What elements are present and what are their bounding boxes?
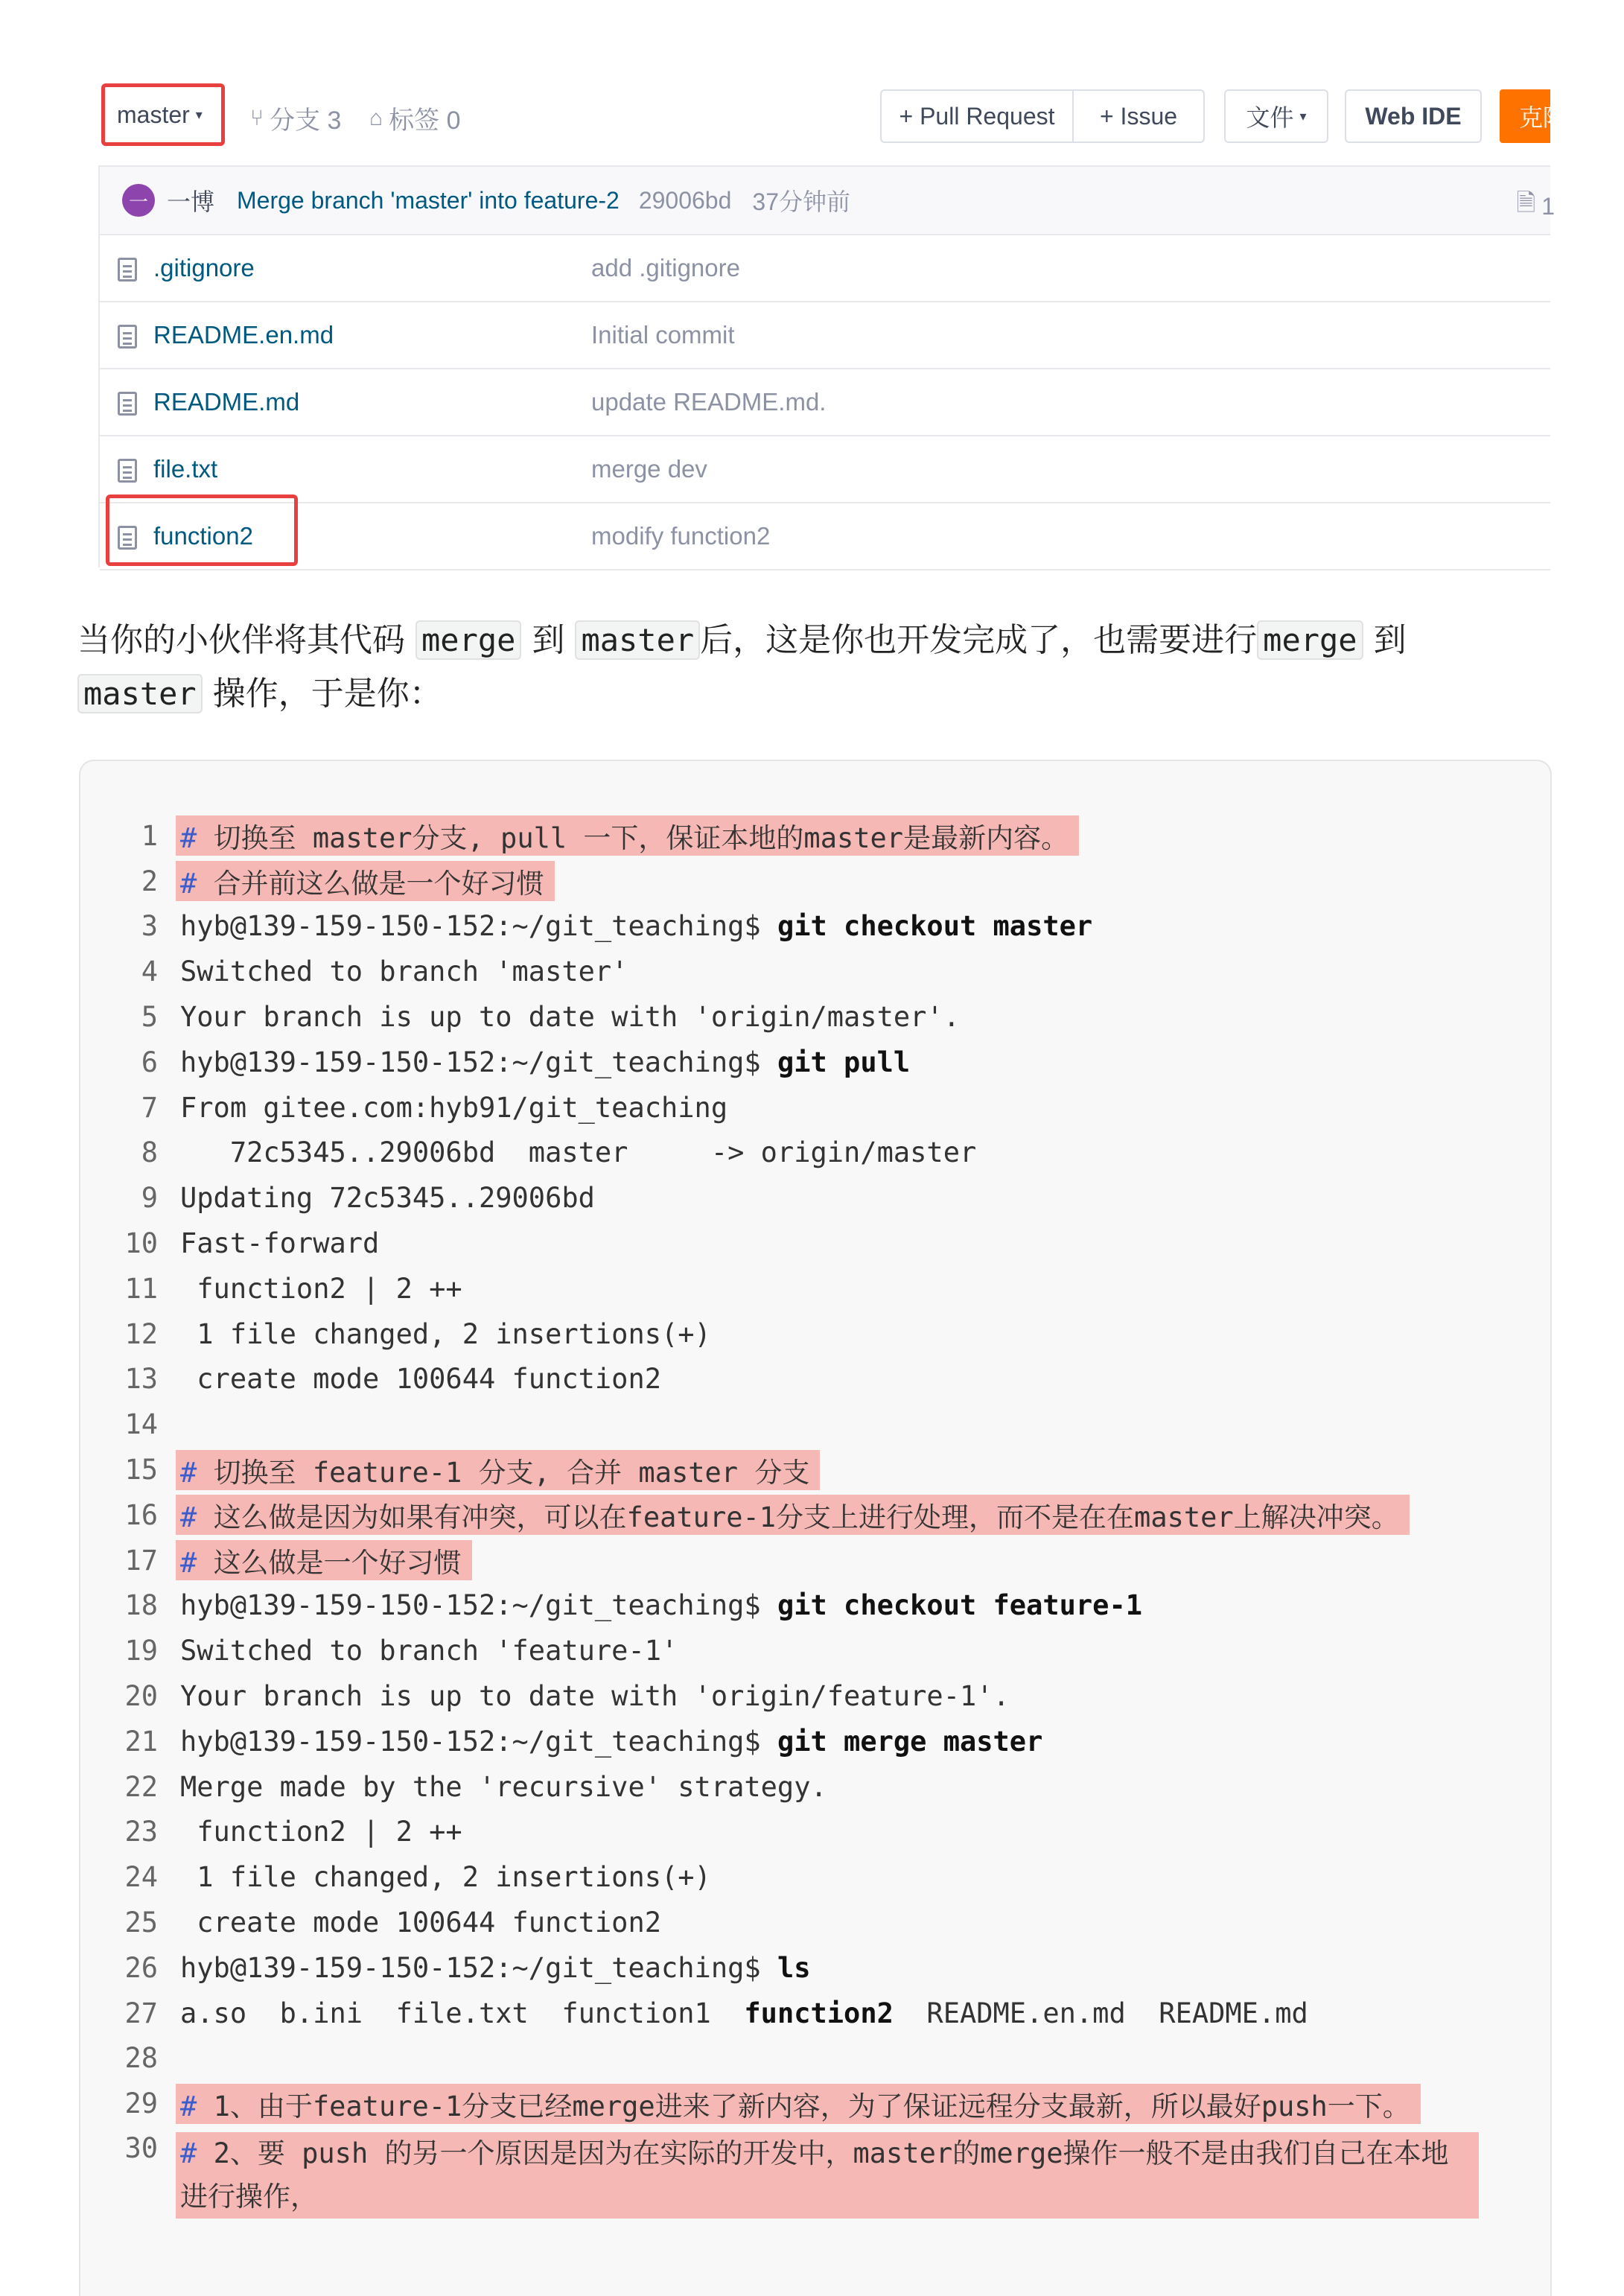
code-line [80, 994, 1550, 1040]
inline-code: master [575, 620, 700, 660]
code-comment: # 2、要 push 的另一个原因是因为在实际的开发中，master的merge操作一般不是由我们自己在本地进行操作， [176, 2132, 1479, 2219]
code-line [80, 1402, 1550, 1447]
line-number: 21 [124, 1725, 158, 1758]
explanation-paragraph [77, 614, 1552, 721]
code-comment: # 切换至 master分支, pull 一下，保证本地的master是最新内容。 [176, 815, 1079, 856]
file-table [98, 165, 1555, 567]
paragraph-text: 当你的小伙伴将其代码 [77, 621, 405, 659]
code-line [80, 1538, 1550, 1583]
code-text: a.so b.ini file.txt function1 function2 README.en.md README.md [180, 1997, 1308, 2029]
code-comment: # 这么做是一个好习惯 [176, 1540, 472, 1580]
file-row[interactable] [100, 436, 1550, 503]
commit-count-link[interactable] [1516, 186, 1555, 226]
file-row[interactable] [100, 369, 1550, 436]
avatar[interactable]: 一 [122, 184, 155, 217]
paragraph-text: 到 [532, 621, 565, 659]
code-text: hyb@139-159-150-152:~/git_teaching$ ls [180, 1951, 811, 1984]
issue-button[interactable]: + Issue [1072, 91, 1203, 141]
code-text: hyb@139-159-150-152:~/git_teaching$ git checkout master [180, 910, 1093, 943]
caret-down-icon: ▾ [195, 106, 203, 122]
tags-link[interactable] [369, 100, 460, 136]
line-number: 26 [124, 1951, 158, 1984]
file-name[interactable]: function2 [153, 522, 253, 550]
file-commit-message[interactable]: update README.md. [591, 388, 827, 416]
pull-request-button[interactable]: + Pull Request [899, 102, 1055, 130]
code-text: From gitee.com:hyb91/git_teaching [180, 1091, 728, 1124]
branches-link[interactable] [250, 100, 341, 136]
commit-time: 37分钟前 [752, 188, 850, 215]
latest-commit-bar [100, 167, 1555, 235]
line-number: 3 [141, 910, 158, 943]
branches-count: 分支 3 [270, 106, 342, 135]
code-line [80, 2081, 1550, 2126]
branch-select[interactable] [101, 83, 225, 146]
paragraph-text: 操作，于是你： [212, 675, 442, 713]
code-text: hyb@139-159-150-152:~/git_teaching$ git checkout feature-1 [180, 1589, 1143, 1622]
code-line [80, 813, 1550, 859]
files-menu-button[interactable] [1224, 89, 1328, 143]
line-number: 1 [141, 819, 158, 852]
line-number: 20 [124, 1680, 158, 1713]
line-number: 29 [124, 2087, 158, 2120]
code-text: Updating 72c5345..29006bd [180, 1182, 595, 1215]
code-text: Your branch is up to date with 'origin/master'. [180, 1001, 960, 1034]
code-line [80, 1221, 1550, 1266]
code-text: hyb@139-159-150-152:~/git_teaching$ git merge master [180, 1725, 1043, 1758]
paragraph-text: 后，这是你也开发完成了，也需要进行 [700, 621, 1258, 659]
line-number: 15 [124, 1454, 158, 1486]
line-number: 7 [141, 1091, 158, 1124]
file-icon [118, 258, 137, 282]
line-number: 19 [124, 1635, 158, 1667]
commit-message[interactable]: Merge branch 'master' into feature-2 [237, 186, 620, 214]
code-text: function2 | 2 ++ [180, 1816, 462, 1848]
tag-icon: ⌂ [369, 105, 383, 130]
inline-code: master [77, 674, 203, 713]
code-line [80, 949, 1550, 994]
code-line [80, 1085, 1550, 1130]
code-text: hyb@139-159-150-152:~/git_teaching$ git pull [180, 1046, 911, 1078]
line-number: 11 [124, 1272, 158, 1305]
code-line [80, 1673, 1550, 1719]
code-text: Fast-forward [180, 1227, 380, 1260]
pr-issue-group [880, 89, 1205, 143]
code-line [80, 904, 1550, 950]
code-line [80, 1492, 1550, 1538]
code-comment: # 切换至 feature-1 分支, 合并 master 分支 [176, 1450, 820, 1490]
code-comment: # 这么做是因为如果有冲突，可以在feature-1分支上进行处理，而不是在在master上解决冲突。 [176, 1495, 1410, 1535]
file-commit-message[interactable]: merge dev [591, 455, 707, 483]
line-number: 5 [141, 1001, 158, 1034]
code-line [80, 2126, 1550, 2216]
code-comment: # 1、由于feature-1分支已经merge进来了新内容，为了保证远程分支最新，所以最好push一下。 [176, 2084, 1421, 2124]
code-block [79, 760, 1552, 2296]
code-text: function2 | 2 ++ [180, 1272, 462, 1305]
line-number: 12 [124, 1317, 158, 1350]
file-commit-message[interactable]: add .gitignore [591, 254, 740, 282]
code-line [80, 1357, 1550, 1402]
file-icon [118, 392, 137, 416]
code-line [80, 2036, 1550, 2082]
code-line [80, 1583, 1550, 1629]
code-text: 1 file changed, 2 insertions(+) [180, 1317, 711, 1350]
code-line [80, 1628, 1550, 1673]
line-number: 27 [124, 1997, 158, 2029]
file-row[interactable] [100, 235, 1550, 302]
code-line [80, 1764, 1550, 1810]
code-line [80, 1719, 1550, 1764]
code-text: create mode 100644 function2 [180, 1363, 662, 1396]
code-line [80, 1040, 1550, 1085]
branch-icon: ⑂ [250, 105, 264, 130]
files-menu-label: 文件 [1246, 104, 1294, 131]
code-line [80, 1175, 1550, 1221]
line-number: 25 [124, 1907, 158, 1939]
file-icon [118, 325, 137, 349]
code-line [80, 1900, 1550, 1945]
code-comment: # 合并前这么做是一个好习惯 [176, 861, 555, 901]
code-line [80, 1311, 1550, 1357]
file-name[interactable]: README.md [153, 388, 300, 416]
caret-down-icon: ▾ [1299, 108, 1307, 124]
line-number: 28 [124, 2042, 158, 2075]
line-number: 8 [141, 1136, 158, 1169]
tags-count: 标签 0 [389, 106, 461, 135]
code-line [80, 1447, 1550, 1492]
code-line [80, 1130, 1550, 1176]
code-lines [80, 813, 1550, 2216]
line-number: 9 [141, 1182, 158, 1215]
line-number: 2 [141, 865, 158, 897]
line-number: 22 [124, 1770, 158, 1803]
line-number: 14 [124, 1408, 158, 1441]
commit-author[interactable]: 一博 [167, 188, 215, 215]
line-number: 16 [124, 1498, 158, 1531]
code-text: Switched to branch 'master' [180, 955, 628, 988]
code-text: create mode 100644 function2 [180, 1907, 662, 1939]
file-row[interactable] [100, 302, 1550, 369]
inline-code: merge [415, 620, 521, 660]
code-text: 1 file changed, 2 insertions(+) [180, 1861, 711, 1894]
line-number: 17 [124, 1544, 158, 1577]
function2-highlight-box [106, 495, 298, 566]
line-number: 4 [141, 955, 158, 988]
file-name[interactable]: README.en.md [153, 321, 334, 349]
file-icon [118, 459, 137, 483]
line-number: 6 [141, 1046, 158, 1078]
code-line [80, 1810, 1550, 1855]
file-name[interactable]: .gitignore [153, 254, 255, 282]
clone-button[interactable]: 克隆 [1500, 89, 1550, 143]
commit-count: 1 [1541, 192, 1555, 220]
code-text: Merge made by the 'recursive' strategy. [180, 1770, 827, 1803]
file-commit-message[interactable]: Initial commit [591, 321, 735, 349]
web-ide-button[interactable]: Web IDE [1345, 89, 1482, 143]
branch-select-label: master [117, 101, 190, 128]
inline-code: merge [1257, 620, 1363, 660]
file-name[interactable]: file.txt [153, 455, 218, 483]
code-line [80, 1266, 1550, 1311]
line-number: 24 [124, 1861, 158, 1894]
file-row[interactable] [100, 503, 1550, 570]
paragraph-text: 到 [1373, 621, 1407, 659]
file-icon: 🗎 [1516, 189, 1536, 216]
file-commit-message[interactable]: modify function2 [591, 522, 771, 550]
line-number: 10 [124, 1227, 158, 1260]
code-text: Your branch is up to date with 'origin/feature-1'. [180, 1680, 1010, 1713]
code-text: Switched to branch 'feature-1' [180, 1635, 678, 1667]
code-line [80, 1991, 1550, 2036]
code-line [80, 1945, 1550, 1991]
line-number: 23 [124, 1816, 158, 1848]
commit-sha[interactable]: 29006bd [638, 186, 732, 214]
repo-toolbar [101, 83, 1567, 146]
code-line [80, 859, 1550, 904]
code-text: 72c5345..29006bd master -> origin/master [180, 1136, 977, 1169]
line-number: 18 [124, 1589, 158, 1622]
line-number: 30 [124, 2132, 158, 2165]
line-number: 13 [124, 1363, 158, 1396]
code-line [80, 1854, 1550, 1900]
